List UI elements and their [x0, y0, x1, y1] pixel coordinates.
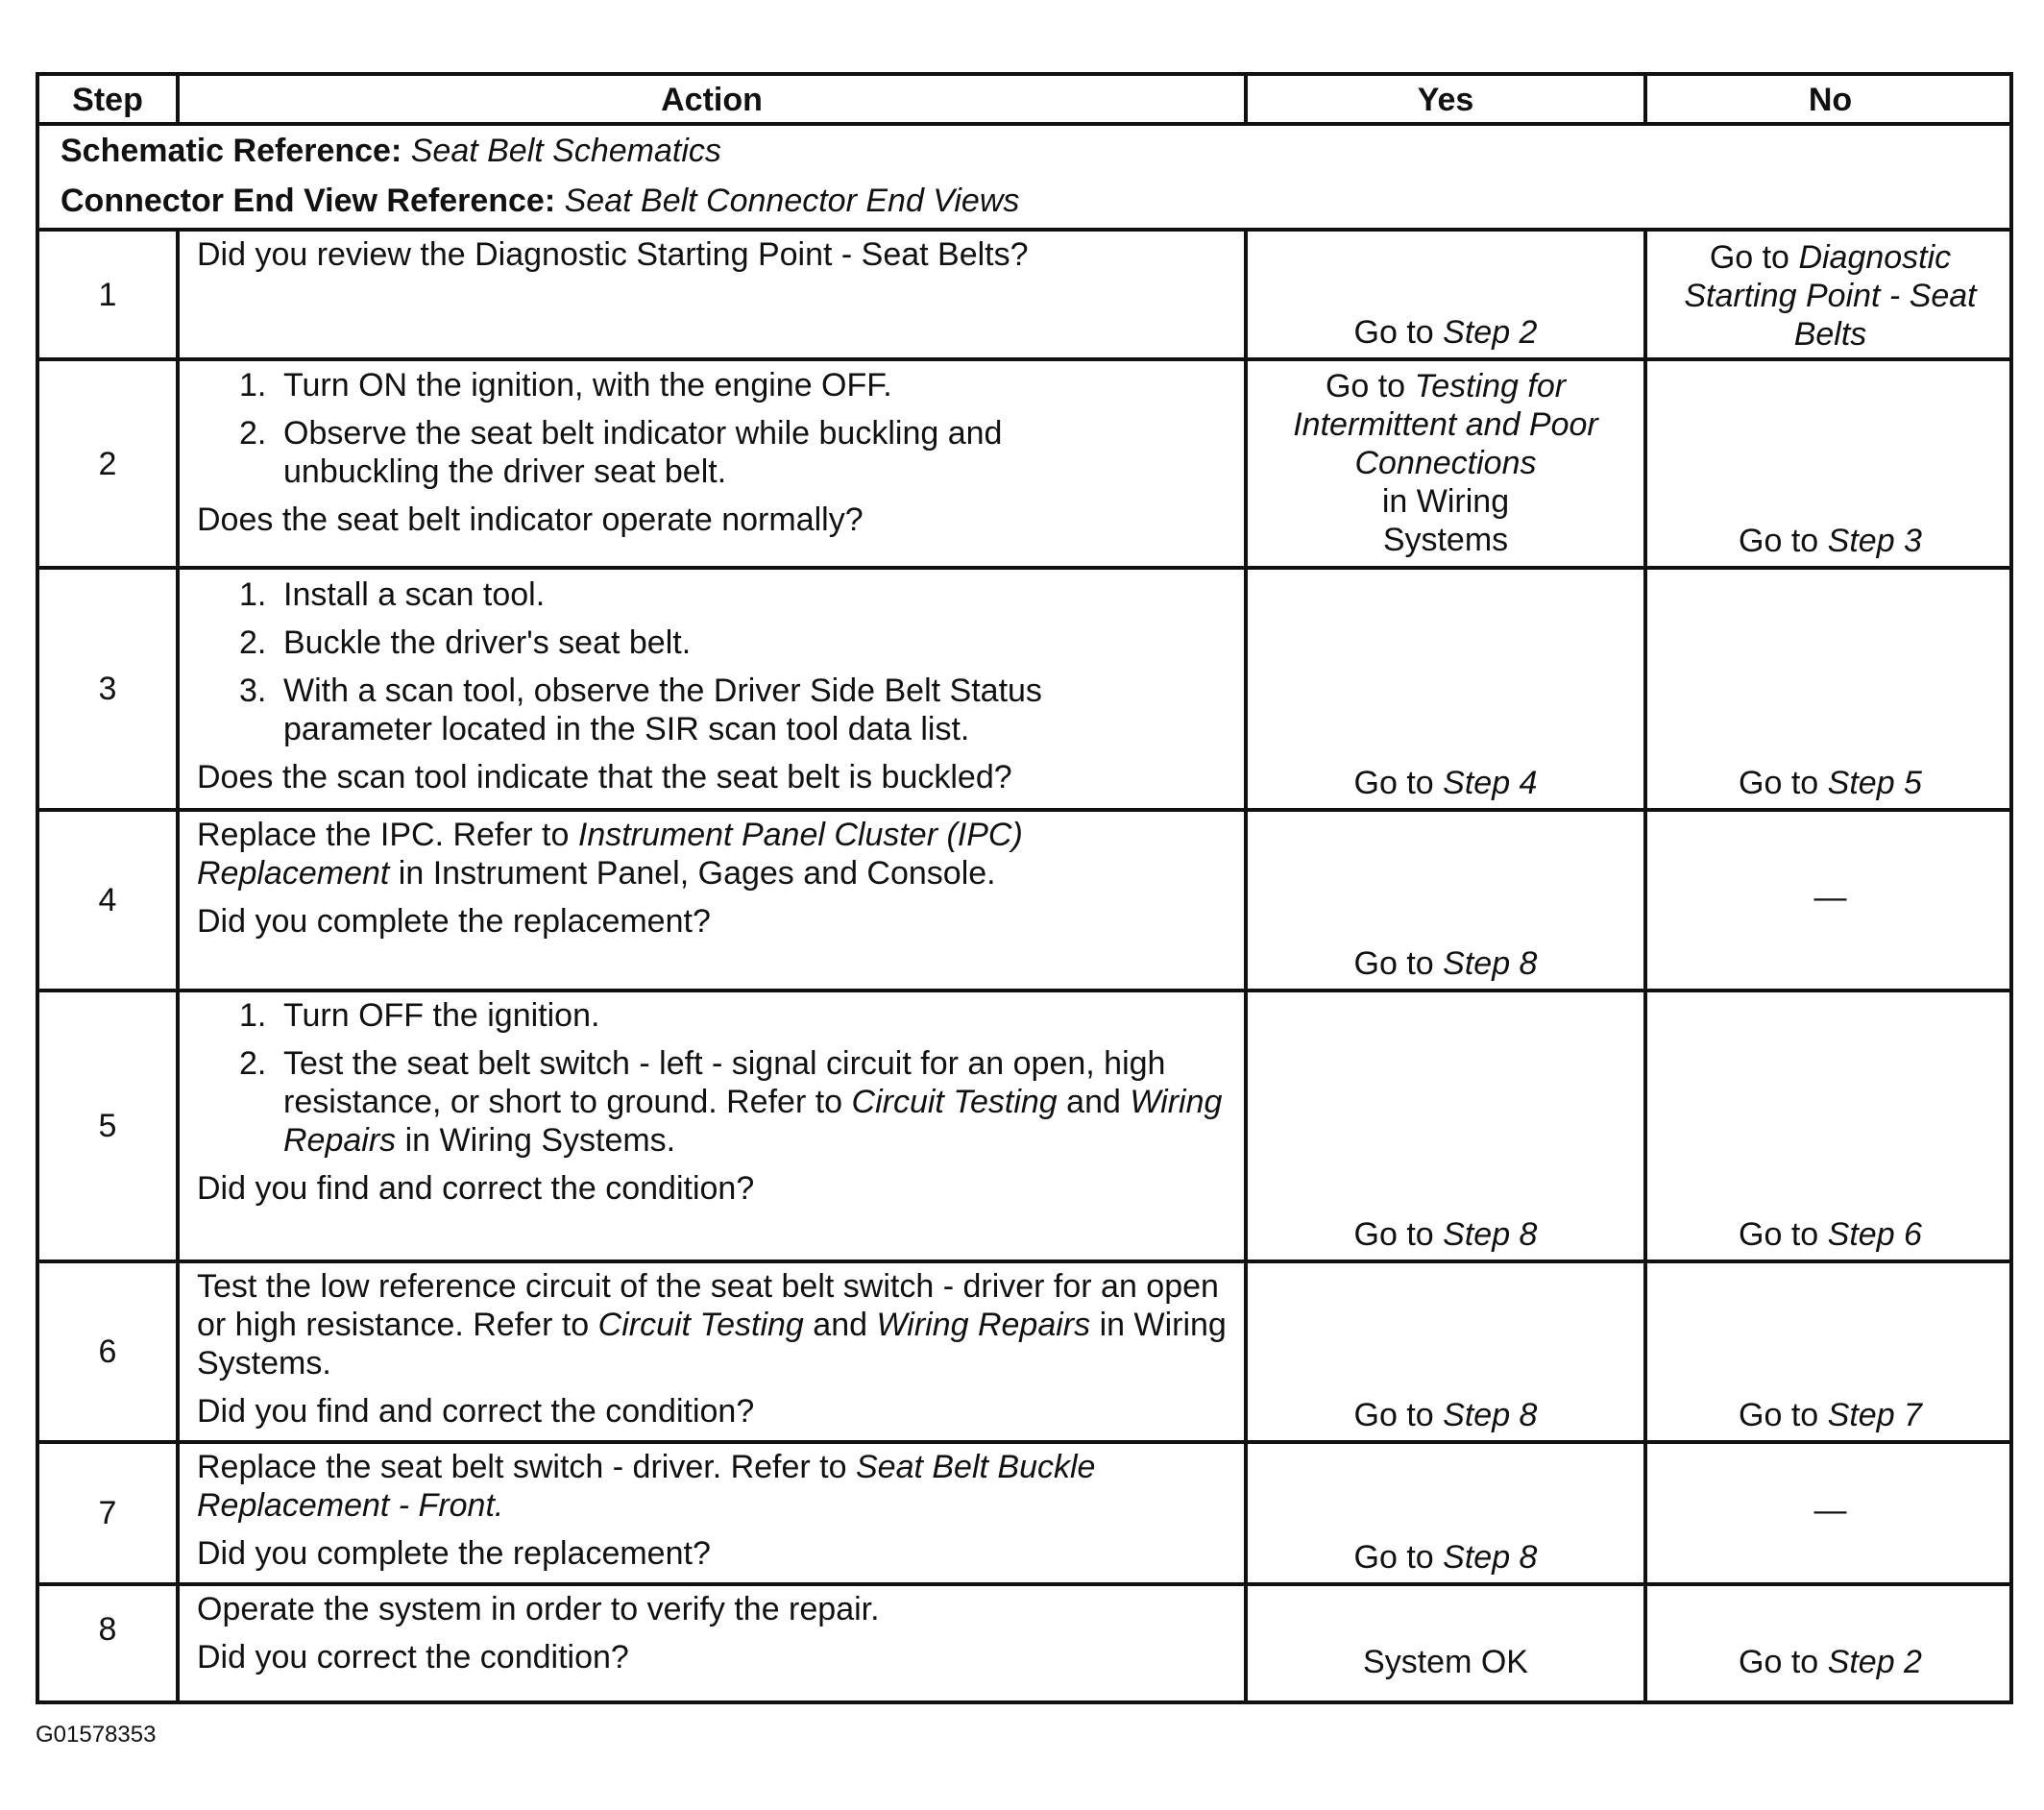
question-text: Does the seat belt indicator operate normally?	[197, 501, 864, 538]
question-text: Does the scan tool indicate that the seat belt is buckled?	[197, 759, 1012, 795]
list-item: 1. Turn ON the ignition, with the engine OFF.	[239, 367, 892, 404]
system-ok: System OK	[1363, 1644, 1528, 1680]
action-cell	[180, 366, 1244, 566]
action-cell	[180, 1448, 1244, 1582]
question-text: Did you review the Diagnostic Starting Point - Seat Belts?	[197, 236, 1029, 273]
list-item: 1. Install a scan tool.	[239, 576, 546, 613]
yes-cell	[1248, 232, 1643, 357]
question-text: Did you find and correct the condition?	[197, 1393, 755, 1430]
question-text: Did you complete the replacement?	[197, 1535, 711, 1572]
action-cell	[180, 575, 1244, 808]
yes-cell: Go to Testing for Intermittent and Poor Connections in Wiring Systems	[1293, 368, 1598, 558]
yes-goto[interactable]: Go to Step 8	[1353, 1539, 1538, 1576]
instruction-text: Replace the IPC. Refer to Instrument Panel Cluster (IPC) Replacement in Instrument Panel, Gages and Console.	[197, 817, 1023, 892]
schematic-reference-label: Schematic Reference:	[61, 133, 402, 169]
instruction-text: Replace the seat belt switch - driver. Refer to Seat Belt Buckle Replacement - Front.	[197, 1449, 1096, 1524]
yes-goto[interactable]: Go to Step 8	[1353, 1216, 1538, 1253]
yes-cell	[1248, 1263, 1643, 1440]
schematic-reference-link[interactable]: Seat Belt Schematics	[410, 133, 721, 169]
no-goto[interactable]: Go to Step 6	[1739, 1216, 1922, 1253]
no-cell	[1647, 1263, 2013, 1440]
yes-goto[interactable]: Go to Step 4	[1353, 765, 1538, 801]
no-goto[interactable]: Go to Step 2	[1739, 1644, 1922, 1680]
step-number: 7	[98, 1495, 117, 1531]
action-cell	[180, 1267, 1244, 1440]
no-dash: —	[1813, 879, 1847, 916]
reference-link[interactable]: Seat Belt Buckle Replacement - Front.	[197, 1449, 1096, 1524]
no-goto[interactable]	[1710, 238, 1951, 277]
yes-goto[interactable]: Go to Testing for	[1325, 368, 1567, 404]
connector-reference	[61, 176, 1019, 226]
no-goto[interactable]: Go to Step 5	[1739, 765, 1922, 801]
yes-goto[interactable]: Go to Step 8	[1353, 1397, 1538, 1433]
step-number: 8	[98, 1611, 117, 1648]
step-number: 4	[98, 882, 117, 918]
no-cell	[1647, 992, 2013, 1260]
reference-link[interactable]: Circuit Testing	[597, 1307, 804, 1343]
list-item: 1. Turn OFF the ignition.	[239, 997, 600, 1034]
reference-link[interactable]: Wiring Repairs	[283, 1084, 1223, 1159]
reference-link[interactable]: Circuit Testing	[851, 1084, 1058, 1120]
step-number: 3	[98, 671, 117, 707]
no-cell	[1647, 570, 2013, 808]
yes-cell	[1248, 570, 1643, 808]
schematic-reference	[61, 126, 721, 176]
figure-id: G01578353	[36, 1722, 157, 1748]
goto-label: Go to	[1353, 314, 1434, 351]
yes-cell	[1248, 812, 1643, 989]
instruction-text: Operate the system in order to verify the repair.	[197, 1591, 880, 1627]
list-item: 2. Buckle the driver's seat belt.	[239, 624, 692, 661]
step-number: 5	[98, 1108, 117, 1144]
list-item: 2. Test the seat belt switch - left - signal circuit for an open, high resistance, or short to ground. Refer to Circuit Testing and Wiring Repairs in Wiring Systems.	[239, 1045, 1223, 1159]
header-no: No	[1808, 82, 1853, 118]
no-cell	[1647, 1444, 2013, 1582]
connector-reference-label: Connector End View Reference:	[61, 183, 556, 219]
yes-cell	[1248, 1586, 1643, 1699]
header-action: Action	[661, 82, 763, 118]
step-number: 6	[98, 1333, 117, 1370]
reference-link-line: Starting Point - Seat	[1684, 278, 1977, 314]
diagnostic-table	[36, 72, 2013, 1704]
no-cell	[1647, 812, 2013, 989]
step-link: Step 2	[1443, 314, 1538, 351]
list-item: 3. With a scan tool, observe the Driver Side Belt Status parameter located in the SIR scan tool data list.	[239, 673, 1042, 747]
step-number: 2	[98, 445, 117, 482]
header-yes: Yes	[1417, 82, 1474, 118]
action-cell	[180, 235, 1244, 357]
no-cell	[1647, 232, 2013, 357]
question-text: Did you correct the condition?	[197, 1639, 629, 1675]
no-goto[interactable]: Go to Step 7	[1739, 1397, 1922, 1433]
step-number: 1	[98, 276, 117, 313]
action-cell	[180, 1590, 1244, 1702]
yes-goto[interactable]	[1354, 313, 1538, 352]
goto-label: Go to	[1709, 239, 1789, 276]
no-cell	[1647, 1586, 2013, 1699]
header-step: Step	[72, 82, 143, 118]
question-text: Did you find and correct the condition?	[197, 1170, 755, 1207]
question-text: Did you complete the replacement?	[197, 903, 711, 940]
reference-link[interactable]: Instrument Panel Cluster (IPC) Replacement	[197, 817, 1023, 892]
yes-cell	[1248, 992, 1643, 1260]
reference-link[interactable]: Wiring Repairs	[876, 1307, 1091, 1343]
instruction-text: Test the low reference circuit of the seat belt switch - driver for an open or high resistance. Refer to Circuit Testing and Wiring Repairs in Wiring Systems.	[197, 1268, 1227, 1382]
action-cell	[180, 816, 1244, 989]
yes-goto[interactable]: Go to Step 8	[1353, 945, 1538, 982]
list-item: 2. Observe the seat belt indicator while buckling and unbuckling the driver seat belt.	[239, 415, 1003, 490]
action-cell	[180, 996, 1244, 1260]
connector-reference-link[interactable]: Seat Belt Connector End Views	[564, 183, 1020, 219]
reference-link-line: Belts	[1793, 316, 1867, 353]
no-dash: —	[1813, 1492, 1847, 1529]
no-cell	[1647, 361, 2013, 566]
yes-cell	[1248, 1444, 1643, 1582]
reference-link: Diagnostic	[1798, 239, 1952, 276]
no-goto[interactable]: Go to Step 3	[1739, 523, 1922, 559]
